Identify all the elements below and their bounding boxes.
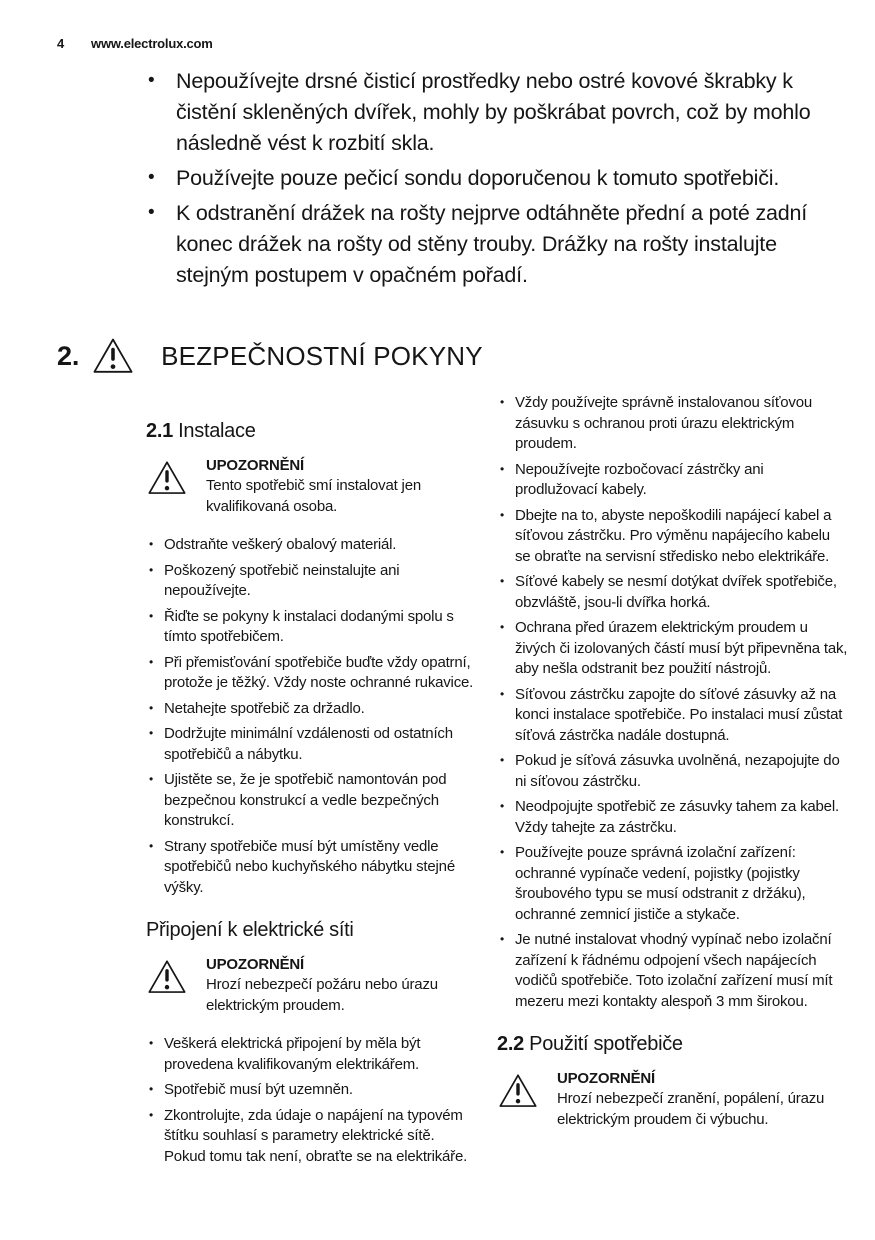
section-number: 2.	[57, 340, 80, 371]
bullet-icon: •	[500, 507, 505, 522]
bullet-icon: •	[500, 799, 505, 813]
list-item	[146, 561, 476, 602]
list-item	[497, 685, 849, 747]
list-item	[146, 198, 851, 291]
bullet-list	[146, 535, 476, 898]
warning-triangle-icon	[146, 456, 188, 518]
bullet-list	[497, 393, 849, 1012]
list-item-text: Poškozený spotřebič neinstalujte ani nepoužívejte.	[164, 561, 400, 599]
list-item-text: Je nutné instalovat vhodný vypínač nebo izolační zařízení k řádnému odpojení všech napájecích vodičů spotřebiče. Toto izolační zařízení musí mít mezeru mezi kontakty alespoň 3 mm širokou.	[515, 931, 833, 1010]
list-item-text: Spotřebič musí být uzemněn.	[164, 1081, 353, 1098]
bullet-list	[146, 1034, 476, 1167]
subsection-title: Instalace	[178, 420, 256, 442]
warning-text-block	[206, 456, 476, 518]
bullet-icon: •	[500, 574, 505, 588]
bullet-icon: •	[148, 167, 155, 188]
bullet-icon: •	[149, 654, 154, 669]
warning-box	[146, 955, 476, 1017]
list-item	[497, 751, 849, 792]
list-item	[497, 506, 849, 568]
list-item	[497, 797, 849, 838]
intro-bullet-list	[146, 66, 851, 295]
bullet-icon: •	[149, 700, 154, 715]
list-item-text: Používejte pouze správná izolační zařízení: ochranné vypínače vedení, pojistky (pojistky šroubového typu se musí odstranit z držáku), ochranné zemnicí jističe a stykače.	[515, 844, 806, 923]
list-item-text: Odstraňte veškerý obalový materiál.	[164, 536, 397, 553]
bullet-icon: •	[148, 202, 155, 223]
section-title: BEZPEČNOSTNÍ POKYNY	[161, 340, 483, 371]
warning-triangle-icon	[497, 1069, 539, 1131]
bullet-icon: •	[149, 1107, 154, 1122]
list-item	[146, 1106, 476, 1168]
list-item-text: Neodpojujte spotřebič ze zásuvky tahem za kabel. Vždy tahejte za zástrčku.	[515, 798, 839, 836]
warning-box	[497, 1069, 849, 1131]
list-item	[497, 393, 849, 455]
bullet-icon: •	[149, 1036, 154, 1050]
bullet-icon: •	[149, 772, 154, 786]
warning-box	[146, 456, 476, 518]
list-item	[146, 837, 476, 899]
bullet-icon: •	[500, 686, 505, 701]
list-item	[146, 607, 476, 648]
list-item-text: Pokud je síťová zásuvka uvolněná, nezapojujte do ni síťovou zástrčku.	[515, 752, 840, 790]
list-item-text: Strany spotřebiče musí být umístěny vedle spotřebičů nebo kuchyňského nábytku stejné výšky.	[164, 837, 455, 896]
list-item	[497, 572, 849, 613]
bullet-icon: •	[148, 70, 155, 91]
warning-text: Tento spotřebič smí instalovat jen kvalifikovaná osoba.	[206, 477, 421, 515]
warning-triangle-icon	[91, 336, 135, 376]
subsection-heading-connection	[146, 920, 476, 941]
page-header	[57, 36, 213, 51]
bullet-icon: •	[149, 537, 154, 551]
list-item-text: Zkontrolujte, zda údaje o napájení na typovém štítku souhlasí s parametry elektrické sítě. Pokud tomu tak není, obraťte se na elektrikáře.	[164, 1106, 468, 1165]
subsection-title: Použití spotřebiče	[529, 1033, 683, 1055]
list-item	[497, 930, 849, 1012]
list-item	[497, 460, 849, 501]
bullet-icon: •	[500, 845, 505, 859]
list-item	[146, 653, 476, 694]
list-item-text: K odstranění drážek na rošty nejprve odtáhněte přední a poté zadní konec drážek na rošty od stěny trouby. Drážky na rošty instalujte stejným postupem v opačném pořadí.	[176, 201, 808, 287]
bullet-icon: •	[500, 932, 505, 946]
list-item	[146, 770, 476, 832]
list-item	[146, 724, 476, 765]
bullet-icon: •	[149, 726, 154, 740]
list-item-text: Ujistěte se, že je spotřebič namontován pod bezpečnou konstrukcí a vedle bezpečných konstrukcí.	[164, 771, 447, 829]
list-item-text: Veškerá elektrická připojení by měla být provedena kvalifikovaným elektrikářem.	[164, 1035, 421, 1073]
warning-text-block	[557, 1069, 849, 1131]
list-item	[146, 1080, 476, 1101]
bullet-icon: •	[149, 1082, 154, 1096]
site-url: www.electrolux.com	[91, 36, 213, 51]
warning-text-block	[206, 955, 476, 1017]
subsection-title: Připojení k elektrické síti	[146, 919, 354, 941]
warning-text: Hrozí nebezpečí zranění, popálení, úrazu elektrickým proudem či výbuchu.	[557, 1090, 825, 1128]
list-item	[146, 1034, 476, 1075]
bullet-icon: •	[149, 838, 154, 853]
list-item	[146, 163, 851, 194]
list-item	[146, 535, 476, 556]
subsection-heading-2-2	[497, 1034, 849, 1055]
warning-text: Hrozí nebezpečí požáru nebo úrazu elektrickým proudem.	[206, 976, 438, 1014]
list-item-text: Používejte pouze pečicí sondu doporučenou k tomuto spotřebiči.	[176, 166, 780, 190]
subsection-number: 2.2	[497, 1033, 524, 1055]
list-item	[146, 699, 476, 720]
bullet-icon: •	[500, 461, 505, 476]
subsection-number: 2.1	[146, 420, 173, 442]
list-item-text: Řiďte se pokyny k instalaci dodanými spolu s tímto spotřebičem.	[164, 607, 454, 645]
warning-label: UPOZORNĚNÍ	[557, 1069, 656, 1087]
list-item-text: Dodržujte minimální vzdálenosti od ostatních spotřebičů a nábytku.	[164, 725, 453, 763]
list-item-text: Dbejte na to, abyste nepoškodili napájecí kabel a síťovou zástrčku. Pro výměnu napájecího kabelu se obraťte na servisní středisko nebo elektrikáře.	[515, 506, 832, 565]
left-column	[146, 421, 476, 1172]
list-item-text: Nepoužívejte drsné čisticí prostředky nebo ostré kovové škrabky k čistění skleněných dvířek, mohly by poškrábat povrch, což by mohlo následně vést k rozbití skla.	[176, 69, 811, 155]
right-column	[497, 393, 849, 1148]
list-item-text: Při přemisťování spotřebiče buďte vždy opatrní, protože je těžký. Vždy noste ochranné rukavice.	[164, 653, 474, 691]
warning-triangle-icon	[146, 955, 188, 1017]
list-item-text: Síťové kabely se nesmí dotýkat dvířek spotřebiče, obzvláště, jsou-li dvířka horká.	[515, 573, 837, 611]
section-heading	[57, 336, 817, 376]
list-item-text: Vždy používejte správně instalovanou síťovou zásuvku s ochranou proti úrazu elektrickým proudem.	[515, 394, 813, 452]
list-item-text: Ochrana před úrazem elektrickým proudem u živých či izolovaných částí musí být připevněna tak, aby nešla odstranit bez použití nástrojů.	[515, 619, 848, 677]
list-item	[497, 618, 849, 680]
list-item-text: Nepoužívejte rozbočovací zástrčky ani prodlužovací kabely.	[515, 460, 764, 498]
subsection-heading-2-1	[146, 421, 476, 442]
list-item	[497, 843, 849, 925]
bullet-icon: •	[500, 395, 505, 409]
bullet-icon: •	[149, 608, 154, 623]
bullet-icon: •	[500, 753, 505, 767]
warning-label: UPOZORNĚNÍ	[206, 955, 305, 973]
page-number: 4	[57, 36, 65, 51]
warning-label: UPOZORNĚNÍ	[206, 456, 305, 474]
list-item	[146, 66, 851, 159]
bullet-icon: •	[500, 620, 505, 634]
list-item-text: Netahejte spotřebič za držadlo.	[164, 699, 365, 717]
bullet-icon: •	[149, 562, 154, 577]
list-item-text: Síťovou zástrčku zapojte do síťové zásuvky až na konci instalace spotřebiče. Po instalaci musí zůstat síťová zástrčka nadále dostupná.	[515, 685, 843, 744]
